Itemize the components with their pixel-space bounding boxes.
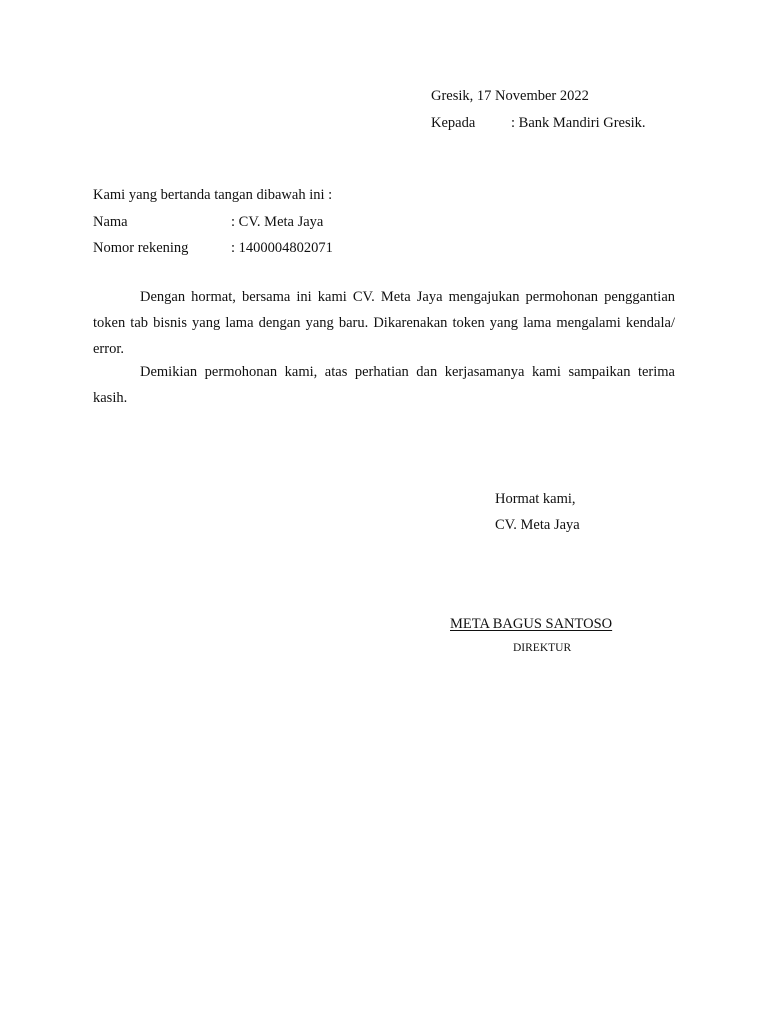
name-label: Nama xyxy=(93,214,128,230)
name-value: : CV. Meta Jaya xyxy=(231,214,324,230)
account-number-value: : 1400004802071 xyxy=(231,240,333,256)
recipient-value: : Bank Mandiri Gresik. xyxy=(511,115,646,131)
closing-greeting: Hormat kami, xyxy=(495,491,576,507)
intro-line: Kami yang bertanda tangan dibawah ini : xyxy=(93,187,333,203)
signer-title: DIREKTUR xyxy=(513,642,572,654)
body-paragraph-request: Dengan hormat, bersama ini kami CV. Meta Jaya mengajukan permohonan penggantian token tab bisnis yang lama dengan yang baru. Dikarenakan token yang lama mengalami kendala/ error. xyxy=(93,289,675,357)
place-date: Gresik, 17 November 2022 xyxy=(431,88,589,104)
signer-name: META BAGUS SANTOSO xyxy=(450,616,613,632)
body-paragraph-closing: Demikian permohonan kami, atas perhatian dan kerjasamanya kami sampaikan terima kasih. xyxy=(93,364,675,406)
closing-company: CV. Meta Jaya xyxy=(495,517,580,533)
recipient-label: Kepada xyxy=(431,115,476,131)
account-number-label: Nomor rekening xyxy=(93,240,189,256)
